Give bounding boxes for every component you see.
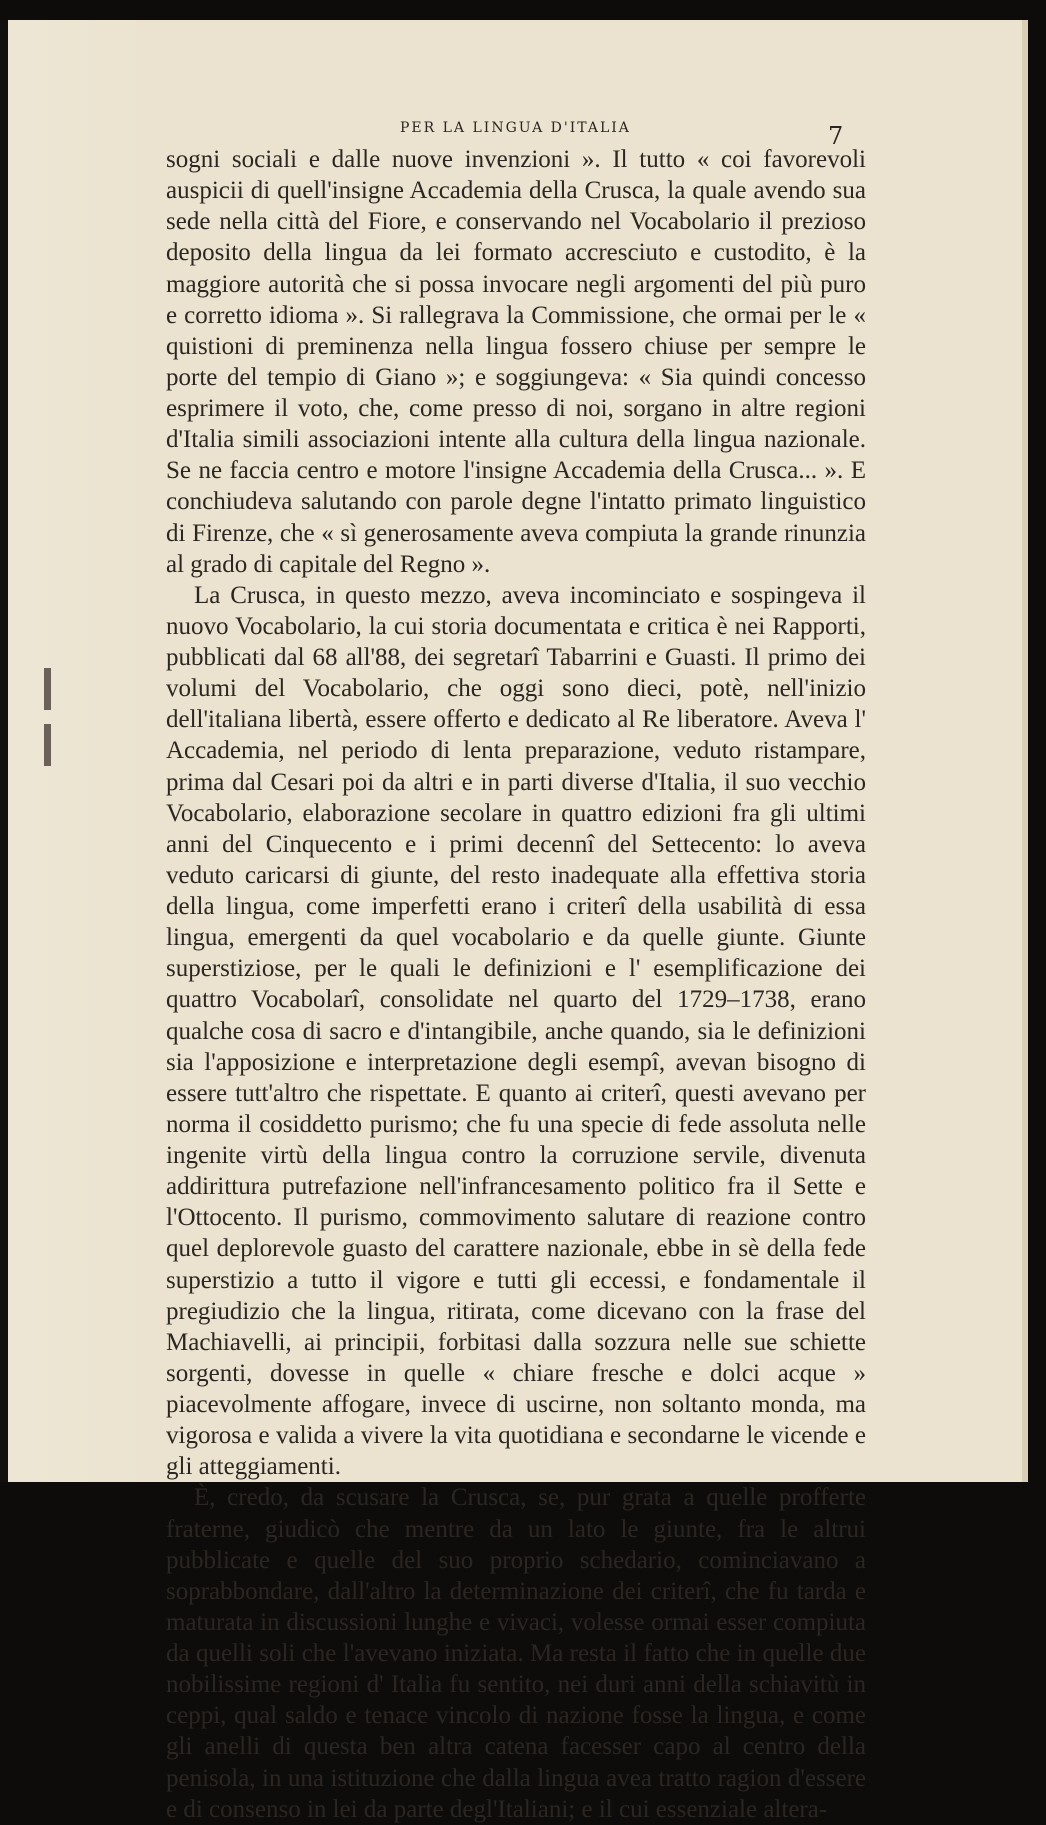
paragraph-1: sogni sociali e dalle nuove invenzioni ». Il tutto « coi favorevoli auspicii di quell'insigne Accademia della Crusca, la quale avendo sua sede nella città del Fiore, e conservando nel Vocabolario il prezioso deposito della lingua da lei formato accresciuto e custodito, è la maggiore autorità che si possa invocare negli argomenti del più puro e corretto idioma ». Si rallegrava la Commissione, che ormai per le « quistioni di preminenza nella lingua fossero chiuse per sempre le porte del tempio di Giano »; e soggiungeva: « Sia quindi concesso esprimere il voto, che, come presso di noi, sorgano in altre regioni d'Italia simili associazioni intente alla cultura della lingua nazionale. Se ne faccia centro e motore l'insigne Accademia della Crusca... ». E conchiudeva salutando con parole degne l'intatto primato linguistico di Firenze, che « sì generosamente aveva compiuta la grande rinunzia al grado di capitale del Regno ».	[166, 146, 866, 578]
book-spine-edge	[0, 20, 8, 1482]
running-head: PER LA LINGUA D'ITALIA	[400, 120, 631, 136]
body-text	[166, 144, 866, 1825]
paragraph-3: È, credo, da scusare la Crusca, se, pur grata a quelle profferte fraterne, giudicò che mentre da un lato le giunte, fra le altrui pubblicate e quelle del suo proprio schedario, cominciavano a soprabbondare, dall'altro la determinazione dei criterî, che fu tarda e maturata in discussioni lunghe e vivaci, volesse ormai esser compiuta da quelli soli che l'avevano iniziata. Ma resta il fatto che in quelle due nobilissime regioni d' Italia fu sentito, nei duri anni della schiavitù in ceppi, qual saldo e tenace vincolo di nazione fosse la lingua, e come gli anelli di questa ben altra catena facesser capo al centro della penisola, in una istituzione che dalla lingua avea tratto ragion d'essere e di consenso in lei da parte degl'Italiani; e il cui essenziale altera-	[166, 1484, 866, 1823]
page-number: 7	[828, 122, 844, 150]
binding-mark	[44, 724, 51, 766]
page-header	[8, 118, 1022, 150]
binding-mark	[44, 668, 51, 710]
page-gutter-shading	[8, 20, 158, 1482]
book-page	[8, 20, 1028, 1823]
paragraph-2: La Crusca, in questo mezzo, aveva incominciato e sospingeva il nuovo Vocabolario, la cui storia documentata e critica è nei Rapporti, pubblicati dal 68 all'88, dei segretarî Tabarrini e Guasti. Il primo dei volumi del Vocabolario, che oggi sono dieci, potè, nell'inizio dell'italiana libertà, essere offerto e dedicato al Re liberatore. Aveva l' Accademia, nel periodo di lenta preparazione, veduto ristampare, prima dal Cesari poi da altri e in parti diverse d'Italia, il suo vecchio Vocabolario, elaborazione secolare in quattro edizioni fra gli ultimi anni del Cinquecento e i primi decennî del Settecento: lo aveva veduto caricarsi di giunte, del resto inadequate alla effettiva storia della lingua, come imperfetti erano i criterî della usabilità di essa lingua, emergenti da quel vocabolario e da quelle giunte. Giunte superstiziose, per le quali le definizioni e l' esemplificazione dei quattro Vocabolarî, consolidate nel quarto del 1729–1738, erano qualche cosa di sacro e d'intangibile, anche quando, sia le definizioni sia l'apposizione e interpretazione degli esempî, avevan bisogno di essere tutt'altro che rispettate. E quanto ai criterî, questi avevano per norma il cosiddetto purismo; che fu una specie di fede assoluta nelle ingenite virtù della lingua contro la corruzione servile, divenuta addirittura putrefazione nell'infrancesamento politico fra il Sette e l'Ottocento. Il purismo, commovimento salutare di reazione contro quel deplorevole guasto del carattere nazionale, ebbe in sè della fede superstizio a tutto il vigore e tutti gli eccessi, e fondamentale il pregiudizio che la lingua, ritirata, come dicevano con la frase del Machiavelli, ai principii, forbitasi dalla sozzura nelle sue schiette sorgenti, dovesse in quelle « chiare fresche e dolci acque » piacevolmente affogare, invece di uscirne, non soltanto monda, ma vigorosa e valida a vivere la vita quotidiana e secondarne le vicende e gli atteggiamenti.	[166, 581, 866, 1481]
